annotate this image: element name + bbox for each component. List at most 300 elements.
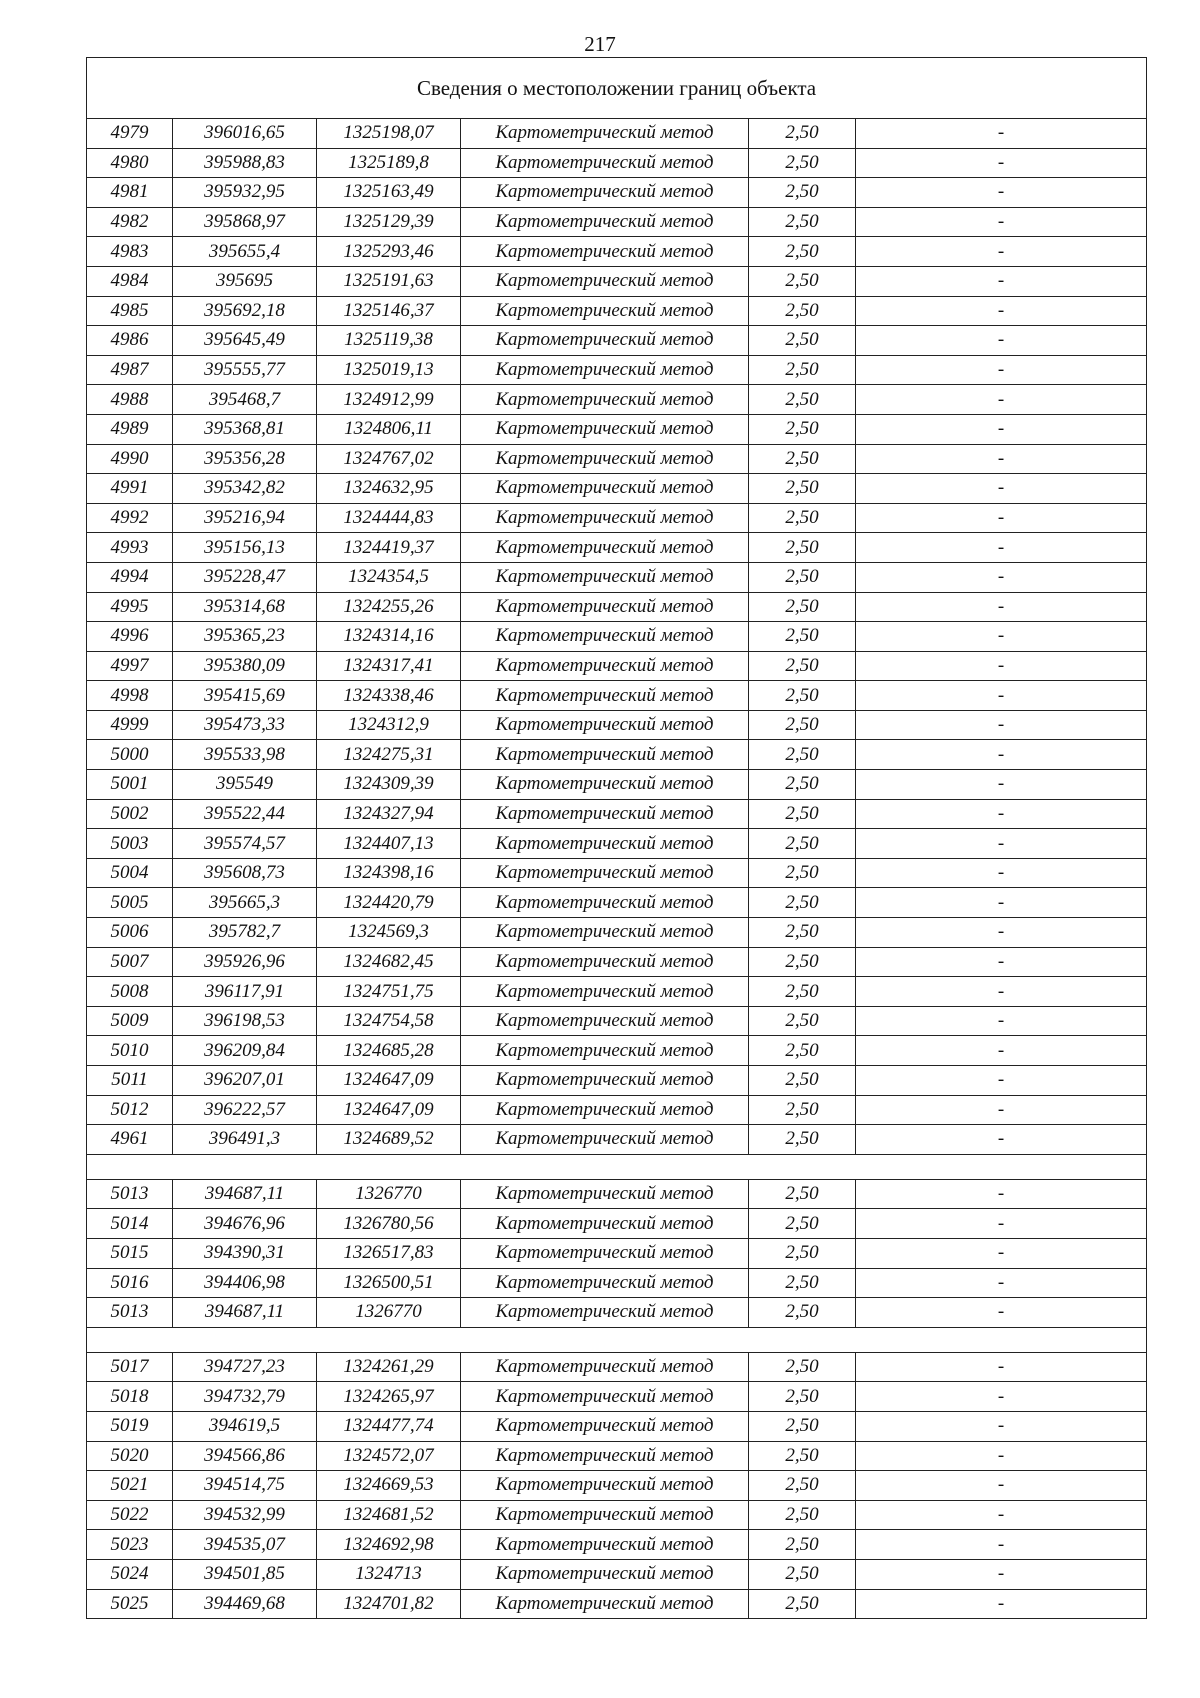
y-coordinate-cell: 1324751,75	[317, 977, 461, 1007]
x-coordinate-cell: 394732,79	[173, 1382, 317, 1412]
y-coordinate-cell: 1325189,8	[317, 148, 461, 178]
note-cell: -	[856, 770, 1147, 800]
y-coordinate-cell: 1324806,11	[317, 414, 461, 444]
note-cell: -	[856, 1298, 1147, 1328]
y-coordinate-cell: 1324632,95	[317, 474, 461, 504]
method-cell: Картометрический метод	[461, 1095, 749, 1125]
x-coordinate-cell: 395380,09	[173, 651, 317, 681]
method-cell: Картометрический метод	[461, 829, 749, 859]
accuracy-cell: 2,50	[749, 474, 856, 504]
table-row	[87, 1066, 1147, 1096]
point-number-cell: 5005	[87, 888, 173, 918]
accuracy-cell: 2,50	[749, 710, 856, 740]
x-coordinate-cell: 395356,28	[173, 444, 317, 474]
point-number-cell: 5020	[87, 1441, 173, 1471]
point-number-cell: 5008	[87, 977, 173, 1007]
table-row	[87, 681, 1147, 711]
point-number-cell: 4983	[87, 237, 173, 267]
point-number-cell: 4994	[87, 562, 173, 592]
note-cell: -	[856, 1352, 1147, 1382]
table-row	[87, 1530, 1147, 1560]
x-coordinate-cell: 396491,3	[173, 1125, 317, 1155]
point-number-cell: 5009	[87, 1006, 173, 1036]
table-row	[87, 592, 1147, 622]
x-coordinate-cell: 395415,69	[173, 681, 317, 711]
method-cell: Картометрический метод	[461, 1352, 749, 1382]
table-row	[87, 947, 1147, 977]
y-coordinate-cell: 1324275,31	[317, 740, 461, 770]
y-coordinate-cell: 1324407,13	[317, 829, 461, 859]
point-number-cell: 5017	[87, 1352, 173, 1382]
note-cell: -	[856, 1036, 1147, 1066]
point-number-cell: 5004	[87, 858, 173, 888]
accuracy-cell: 2,50	[749, 1471, 856, 1501]
x-coordinate-cell: 394514,75	[173, 1471, 317, 1501]
y-coordinate-cell: 1326517,83	[317, 1238, 461, 1268]
table-row	[87, 858, 1147, 888]
note-cell: -	[856, 562, 1147, 592]
y-coordinate-cell: 1326770	[317, 1179, 461, 1209]
point-number-cell: 4980	[87, 148, 173, 178]
method-cell: Картометрический метод	[461, 622, 749, 652]
y-coordinate-cell: 1324669,53	[317, 1471, 461, 1501]
method-cell: Картометрический метод	[461, 947, 749, 977]
y-coordinate-cell: 1325146,37	[317, 296, 461, 326]
x-coordinate-cell: 396222,57	[173, 1095, 317, 1125]
note-cell: -	[856, 119, 1147, 149]
note-cell: -	[856, 888, 1147, 918]
y-coordinate-cell: 1325129,39	[317, 207, 461, 237]
point-number-cell: 5014	[87, 1209, 173, 1239]
y-coordinate-cell: 1324912,99	[317, 385, 461, 415]
method-cell: Картометрический метод	[461, 385, 749, 415]
table-row	[87, 1238, 1147, 1268]
accuracy-cell: 2,50	[749, 355, 856, 385]
point-number-cell: 4984	[87, 266, 173, 296]
x-coordinate-cell: 395522,44	[173, 799, 317, 829]
y-coordinate-cell: 1324685,28	[317, 1036, 461, 1066]
note-cell: -	[856, 148, 1147, 178]
accuracy-cell: 2,50	[749, 296, 856, 326]
y-coordinate-cell: 1324317,41	[317, 651, 461, 681]
method-cell: Картометрический метод	[461, 1268, 749, 1298]
y-coordinate-cell: 1324309,39	[317, 770, 461, 800]
y-coordinate-cell: 1324477,74	[317, 1411, 461, 1441]
accuracy-cell: 2,50	[749, 947, 856, 977]
note-cell: -	[856, 681, 1147, 711]
accuracy-cell: 2,50	[749, 1095, 856, 1125]
accuracy-cell: 2,50	[749, 829, 856, 859]
point-number-cell: 5013	[87, 1179, 173, 1209]
note-cell: -	[856, 1209, 1147, 1239]
accuracy-cell: 2,50	[749, 385, 856, 415]
accuracy-cell: 2,50	[749, 1500, 856, 1530]
accuracy-cell: 2,50	[749, 1352, 856, 1382]
y-coordinate-cell: 1324682,45	[317, 947, 461, 977]
table-row	[87, 562, 1147, 592]
note-cell: -	[856, 296, 1147, 326]
x-coordinate-cell: 395473,33	[173, 710, 317, 740]
accuracy-cell: 2,50	[749, 977, 856, 1007]
note-cell: -	[856, 858, 1147, 888]
note-cell: -	[856, 710, 1147, 740]
accuracy-cell: 2,50	[749, 503, 856, 533]
x-coordinate-cell: 395926,96	[173, 947, 317, 977]
x-coordinate-cell: 394501,85	[173, 1559, 317, 1589]
accuracy-cell: 2,50	[749, 1559, 856, 1589]
method-cell: Картометрический метод	[461, 148, 749, 178]
table-row	[87, 799, 1147, 829]
x-coordinate-cell: 396198,53	[173, 1006, 317, 1036]
y-coordinate-cell: 1324701,82	[317, 1589, 461, 1619]
accuracy-cell: 2,50	[749, 237, 856, 267]
group-separator-cell	[87, 1327, 1147, 1352]
method-cell: Картометрический метод	[461, 533, 749, 563]
x-coordinate-cell: 395868,97	[173, 207, 317, 237]
x-coordinate-cell: 395549	[173, 770, 317, 800]
point-number-cell: 4996	[87, 622, 173, 652]
group-separator-row	[87, 1154, 1147, 1179]
method-cell: Картометрический метод	[461, 1209, 749, 1239]
method-cell: Картометрический метод	[461, 1559, 749, 1589]
y-coordinate-cell: 1324572,07	[317, 1441, 461, 1471]
table-row	[87, 503, 1147, 533]
x-coordinate-cell: 395665,3	[173, 888, 317, 918]
table-row	[87, 178, 1147, 208]
note-cell: -	[856, 503, 1147, 533]
accuracy-cell: 2,50	[749, 1382, 856, 1412]
x-coordinate-cell: 394469,68	[173, 1589, 317, 1619]
y-coordinate-cell: 1325293,46	[317, 237, 461, 267]
point-number-cell: 5002	[87, 799, 173, 829]
table-row	[87, 414, 1147, 444]
table-row	[87, 1352, 1147, 1382]
y-coordinate-cell: 1326780,56	[317, 1209, 461, 1239]
point-number-cell: 5018	[87, 1382, 173, 1412]
table-row	[87, 888, 1147, 918]
method-cell: Картометрический метод	[461, 119, 749, 149]
table-row	[87, 1036, 1147, 1066]
method-cell: Картометрический метод	[461, 1382, 749, 1412]
note-cell: -	[856, 1530, 1147, 1560]
table-row	[87, 444, 1147, 474]
x-coordinate-cell: 394619,5	[173, 1411, 317, 1441]
point-number-cell: 4990	[87, 444, 173, 474]
y-coordinate-cell: 1324569,3	[317, 918, 461, 948]
table-row	[87, 1095, 1147, 1125]
method-cell: Картометрический метод	[461, 562, 749, 592]
point-number-cell: 5022	[87, 1500, 173, 1530]
point-number-cell: 4985	[87, 296, 173, 326]
accuracy-cell: 2,50	[749, 799, 856, 829]
note-cell: -	[856, 533, 1147, 563]
note-cell: -	[856, 1382, 1147, 1412]
point-number-cell: 4989	[87, 414, 173, 444]
note-cell: -	[856, 947, 1147, 977]
note-cell: -	[856, 1095, 1147, 1125]
table-row	[87, 1268, 1147, 1298]
method-cell: Картометрический метод	[461, 207, 749, 237]
table-row	[87, 1559, 1147, 1589]
note-cell: -	[856, 1441, 1147, 1471]
y-coordinate-cell: 1324681,52	[317, 1500, 461, 1530]
note-cell: -	[856, 829, 1147, 859]
accuracy-cell: 2,50	[749, 651, 856, 681]
accuracy-cell: 2,50	[749, 622, 856, 652]
y-coordinate-cell: 1325163,49	[317, 178, 461, 208]
accuracy-cell: 2,50	[749, 178, 856, 208]
boundary-table-container	[86, 57, 1146, 1619]
note-cell: -	[856, 799, 1147, 829]
x-coordinate-cell: 396117,91	[173, 977, 317, 1007]
table-row	[87, 770, 1147, 800]
accuracy-cell: 2,50	[749, 681, 856, 711]
table-row	[87, 533, 1147, 563]
table-title: Сведения о местоположении границ объекта	[87, 58, 1147, 119]
point-number-cell: 4988	[87, 385, 173, 415]
point-number-cell: 5023	[87, 1530, 173, 1560]
note-cell: -	[856, 977, 1147, 1007]
point-number-cell: 4987	[87, 355, 173, 385]
method-cell: Картометрический метод	[461, 1441, 749, 1471]
point-number-cell: 5024	[87, 1559, 173, 1589]
x-coordinate-cell: 394687,11	[173, 1179, 317, 1209]
table-row	[87, 1441, 1147, 1471]
y-coordinate-cell: 1324327,94	[317, 799, 461, 829]
accuracy-cell: 2,50	[749, 148, 856, 178]
y-coordinate-cell: 1324767,02	[317, 444, 461, 474]
table-row	[87, 355, 1147, 385]
x-coordinate-cell: 395695	[173, 266, 317, 296]
point-number-cell: 5015	[87, 1238, 173, 1268]
accuracy-cell: 2,50	[749, 207, 856, 237]
table-row	[87, 1382, 1147, 1412]
x-coordinate-cell: 395608,73	[173, 858, 317, 888]
method-cell: Картометрический метод	[461, 1411, 749, 1441]
table-row	[87, 207, 1147, 237]
y-coordinate-cell: 1324312,9	[317, 710, 461, 740]
x-coordinate-cell: 395342,82	[173, 474, 317, 504]
point-number-cell: 5021	[87, 1471, 173, 1501]
x-coordinate-cell: 394535,07	[173, 1530, 317, 1560]
point-number-cell: 5025	[87, 1589, 173, 1619]
accuracy-cell: 2,50	[749, 918, 856, 948]
x-coordinate-cell: 395156,13	[173, 533, 317, 563]
note-cell: -	[856, 918, 1147, 948]
table-row	[87, 266, 1147, 296]
y-coordinate-cell: 1324713	[317, 1559, 461, 1589]
x-coordinate-cell: 395468,7	[173, 385, 317, 415]
y-coordinate-cell: 1324647,09	[317, 1095, 461, 1125]
accuracy-cell: 2,50	[749, 414, 856, 444]
x-coordinate-cell: 395782,7	[173, 918, 317, 948]
accuracy-cell: 2,50	[749, 1036, 856, 1066]
x-coordinate-cell: 395314,68	[173, 592, 317, 622]
point-number-cell: 4979	[87, 119, 173, 149]
note-cell: -	[856, 592, 1147, 622]
point-number-cell: 4998	[87, 681, 173, 711]
x-coordinate-cell: 395228,47	[173, 562, 317, 592]
point-number-cell: 4999	[87, 710, 173, 740]
y-coordinate-cell: 1324314,16	[317, 622, 461, 652]
method-cell: Картометрический метод	[461, 1298, 749, 1328]
note-cell: -	[856, 1066, 1147, 1096]
x-coordinate-cell: 395555,77	[173, 355, 317, 385]
x-coordinate-cell: 395365,23	[173, 622, 317, 652]
point-number-cell: 5019	[87, 1411, 173, 1441]
note-cell: -	[856, 1179, 1147, 1209]
table-row	[87, 326, 1147, 356]
group-separator-row	[87, 1327, 1147, 1352]
point-number-cell: 5006	[87, 918, 173, 948]
method-cell: Картометрический метод	[461, 1125, 749, 1155]
method-cell: Картометрический метод	[461, 1530, 749, 1560]
x-coordinate-cell: 395932,95	[173, 178, 317, 208]
method-cell: Картометрический метод	[461, 474, 749, 504]
page-number: 217	[584, 32, 616, 56]
table-row	[87, 918, 1147, 948]
method-cell: Картометрический метод	[461, 1066, 749, 1096]
note-cell: -	[856, 414, 1147, 444]
y-coordinate-cell: 1324398,16	[317, 858, 461, 888]
y-coordinate-cell: 1324255,26	[317, 592, 461, 622]
x-coordinate-cell: 394687,11	[173, 1298, 317, 1328]
accuracy-cell: 2,50	[749, 1238, 856, 1268]
y-coordinate-cell: 1324689,52	[317, 1125, 461, 1155]
table-row	[87, 710, 1147, 740]
table-row	[87, 829, 1147, 859]
method-cell: Картометрический метод	[461, 681, 749, 711]
accuracy-cell: 2,50	[749, 888, 856, 918]
note-cell: -	[856, 1411, 1147, 1441]
x-coordinate-cell: 394390,31	[173, 1238, 317, 1268]
table-row	[87, 1179, 1147, 1209]
point-number-cell: 4961	[87, 1125, 173, 1155]
note-cell: -	[856, 474, 1147, 504]
method-cell: Картометрический метод	[461, 326, 749, 356]
method-cell: Картометрический метод	[461, 740, 749, 770]
x-coordinate-cell: 394676,96	[173, 1209, 317, 1239]
y-coordinate-cell: 1324338,46	[317, 681, 461, 711]
y-coordinate-cell: 1325191,63	[317, 266, 461, 296]
method-cell: Картометрический метод	[461, 858, 749, 888]
method-cell: Картометрический метод	[461, 503, 749, 533]
table-row	[87, 148, 1147, 178]
table-row	[87, 622, 1147, 652]
method-cell: Картометрический метод	[461, 355, 749, 385]
method-cell: Картометрический метод	[461, 651, 749, 681]
point-number-cell: 4997	[87, 651, 173, 681]
x-coordinate-cell: 396207,01	[173, 1066, 317, 1096]
x-coordinate-cell: 396016,65	[173, 119, 317, 149]
method-cell: Картометрический метод	[461, 710, 749, 740]
x-coordinate-cell: 394532,99	[173, 1500, 317, 1530]
note-cell: -	[856, 385, 1147, 415]
method-cell: Картометрический метод	[461, 444, 749, 474]
method-cell: Картометрический метод	[461, 1179, 749, 1209]
accuracy-cell: 2,50	[749, 1589, 856, 1619]
x-coordinate-cell: 395645,49	[173, 326, 317, 356]
x-coordinate-cell: 395692,18	[173, 296, 317, 326]
method-cell: Картометрический метод	[461, 1238, 749, 1268]
method-cell: Картометрический метод	[461, 888, 749, 918]
accuracy-cell: 2,50	[749, 1441, 856, 1471]
x-coordinate-cell: 395368,81	[173, 414, 317, 444]
point-number-cell: 4986	[87, 326, 173, 356]
method-cell: Картометрический метод	[461, 296, 749, 326]
note-cell: -	[856, 1500, 1147, 1530]
y-coordinate-cell: 1325019,13	[317, 355, 461, 385]
x-coordinate-cell: 395988,83	[173, 148, 317, 178]
method-cell: Картометрический метод	[461, 592, 749, 622]
note-cell: -	[856, 651, 1147, 681]
accuracy-cell: 2,50	[749, 1125, 856, 1155]
y-coordinate-cell: 1324754,58	[317, 1006, 461, 1036]
y-coordinate-cell: 1326500,51	[317, 1268, 461, 1298]
boundary-coordinates-table	[86, 57, 1147, 1619]
table-row	[87, 296, 1147, 326]
point-number-cell: 5013	[87, 1298, 173, 1328]
table-row	[87, 474, 1147, 504]
table-row	[87, 740, 1147, 770]
y-coordinate-cell: 1324265,97	[317, 1382, 461, 1412]
point-number-cell: 5010	[87, 1036, 173, 1066]
note-cell: -	[856, 237, 1147, 267]
method-cell: Картометрический метод	[461, 918, 749, 948]
note-cell: -	[856, 444, 1147, 474]
table-row	[87, 977, 1147, 1007]
x-coordinate-cell: 395216,94	[173, 503, 317, 533]
accuracy-cell: 2,50	[749, 1268, 856, 1298]
y-coordinate-cell: 1324647,09	[317, 1066, 461, 1096]
note-cell: -	[856, 1589, 1147, 1619]
method-cell: Картометрический метод	[461, 977, 749, 1007]
note-cell: -	[856, 266, 1147, 296]
point-number-cell: 4992	[87, 503, 173, 533]
point-number-cell: 4995	[87, 592, 173, 622]
point-number-cell: 5011	[87, 1066, 173, 1096]
method-cell: Картометрический метод	[461, 414, 749, 444]
y-coordinate-cell: 1324444,83	[317, 503, 461, 533]
y-coordinate-cell: 1325198,07	[317, 119, 461, 149]
accuracy-cell: 2,50	[749, 1066, 856, 1096]
table-row	[87, 237, 1147, 267]
x-coordinate-cell: 394406,98	[173, 1268, 317, 1298]
table-row	[87, 1125, 1147, 1155]
table-row	[87, 651, 1147, 681]
point-number-cell: 5007	[87, 947, 173, 977]
method-cell: Картометрический метод	[461, 1006, 749, 1036]
note-cell: -	[856, 1471, 1147, 1501]
point-number-cell: 4993	[87, 533, 173, 563]
method-cell: Картометрический метод	[461, 799, 749, 829]
note-cell: -	[856, 355, 1147, 385]
accuracy-cell: 2,50	[749, 740, 856, 770]
group-separator-cell	[87, 1154, 1147, 1179]
table-row	[87, 385, 1147, 415]
table-title-row	[87, 58, 1147, 119]
accuracy-cell: 2,50	[749, 533, 856, 563]
method-cell: Картометрический метод	[461, 770, 749, 800]
note-cell: -	[856, 1559, 1147, 1589]
note-cell: -	[856, 1268, 1147, 1298]
table-row	[87, 1411, 1147, 1441]
accuracy-cell: 2,50	[749, 266, 856, 296]
accuracy-cell: 2,50	[749, 1298, 856, 1328]
point-number-cell: 4982	[87, 207, 173, 237]
method-cell: Картометрический метод	[461, 237, 749, 267]
note-cell: -	[856, 326, 1147, 356]
